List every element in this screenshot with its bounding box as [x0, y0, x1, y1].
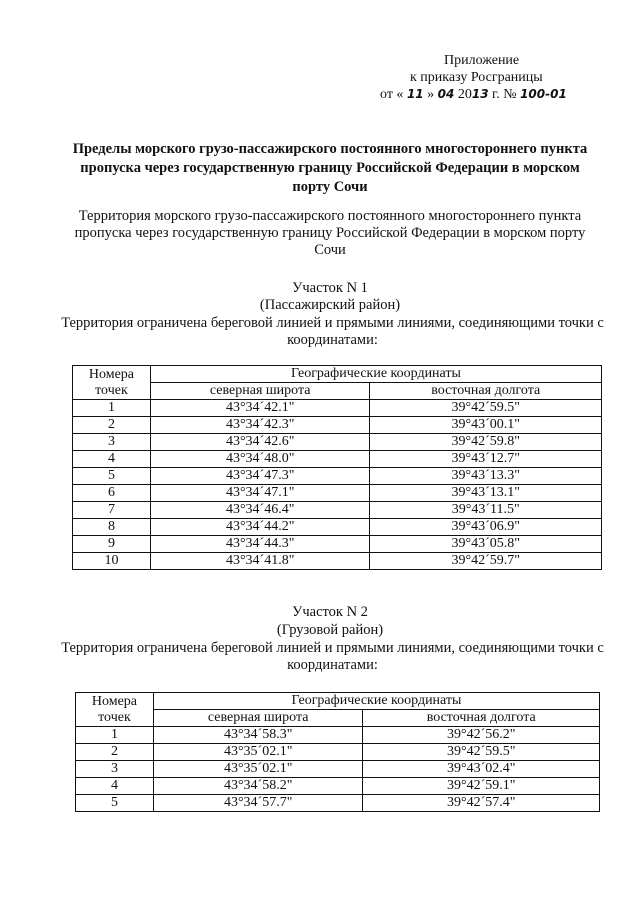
latitude-cell: 43°34´42.6": [150, 434, 370, 451]
header-coords: Географические координаты: [153, 693, 599, 710]
appendix-block: [380, 52, 610, 103]
date-year-prefix: 20: [457, 87, 472, 102]
longitude-cell: 39°42´59.7": [370, 553, 602, 570]
document-title: Пределы морского грузо-пассажирского постоянного многостороннего пункта пропуска через государственную границу Российской Федерации в морском порту Сочи: [72, 141, 588, 195]
point-number-cell: 10: [73, 553, 151, 570]
longitude-cell: 39°42´59.8": [370, 434, 602, 451]
section1-description: Территория ограничена береговой линией и прямыми линиями, соединяющими точки с координатами:: [61, 315, 604, 348]
table-row: [73, 434, 602, 451]
point-number-cell: 6: [73, 485, 151, 502]
latitude-cell: 43°34´47.3": [150, 468, 370, 485]
table-row: [73, 400, 602, 417]
table-row: [76, 778, 600, 795]
header-longitude: восточная долгота: [370, 383, 602, 400]
latitude-cell: 43°34´41.8": [150, 553, 370, 570]
table-row: [73, 536, 602, 553]
point-number-cell: 7: [73, 502, 151, 519]
latitude-cell: 43°34´57.7": [153, 795, 363, 812]
latitude-cell: 43°34´42.1": [150, 400, 370, 417]
longitude-cell: 39°42´59.1": [363, 778, 600, 795]
document-subtitle: Территория морского грузо-пассажирского постоянного многостороннего пункта пропуска через государственную границу Российской Федерации в морском порту Сочи: [74, 208, 586, 258]
latitude-cell: 43°34´44.3": [150, 536, 370, 553]
date-month: 04: [437, 87, 455, 101]
table-row: [73, 417, 602, 434]
latitude-cell: 43°35´02.1": [153, 744, 363, 761]
point-number-cell: 5: [73, 468, 151, 485]
header-coords: Географические координаты: [150, 366, 601, 383]
longitude-cell: 39°42´57.4": [363, 795, 600, 812]
point-number-cell: 3: [73, 434, 151, 451]
appendix-label: Приложение: [444, 53, 520, 68]
point-number-cell: 9: [73, 536, 151, 553]
date-quote-close: »: [427, 87, 435, 102]
header-points: Номера точек: [76, 693, 154, 727]
table-row: [76, 795, 600, 812]
table-row: [73, 502, 602, 519]
longitude-cell: 39°43´05.8": [370, 536, 602, 553]
section1-heading: Участок N 1: [292, 280, 368, 296]
longitude-cell: 39°43´13.1": [370, 485, 602, 502]
coordinates-table-2: [75, 692, 600, 812]
appendix-date-line: [380, 86, 610, 103]
latitude-cell: 43°34´42.3": [150, 417, 370, 434]
date-day: 11: [406, 87, 424, 101]
point-number-cell: 1: [76, 727, 154, 744]
point-number-cell: 2: [73, 417, 151, 434]
table-row: [73, 468, 602, 485]
table-row: [73, 451, 602, 468]
appendix-order-ref: к приказу Росграницы: [410, 70, 543, 85]
latitude-cell: 43°34´46.4": [150, 502, 370, 519]
point-number-cell: 4: [76, 778, 154, 795]
point-number-cell: 4: [73, 451, 151, 468]
longitude-cell: 39°42´56.2": [363, 727, 600, 744]
longitude-cell: 39°43´13.3": [370, 468, 602, 485]
header-longitude: восточная долгота: [363, 710, 600, 727]
section2-description: Территория ограничена береговой линией и прямыми линиями, соединяющими точки с координатами:: [61, 640, 604, 673]
date-year-suffix: 13: [471, 87, 489, 101]
order-number-label: г. №: [492, 87, 517, 102]
section2-district: (Грузовой район): [276, 622, 384, 638]
table-row: [76, 727, 600, 744]
point-number-cell: 1: [73, 400, 151, 417]
order-number: 100-01: [520, 87, 567, 101]
latitude-cell: 43°35´02.1": [153, 761, 363, 778]
table-row: [73, 519, 602, 536]
point-number-cell: 2: [76, 744, 154, 761]
header-latitude: северная широта: [153, 710, 363, 727]
coordinates-table-1: [72, 365, 602, 570]
section2-heading: Участок N 2: [292, 604, 368, 620]
table-row: [76, 761, 600, 778]
latitude-cell: 43°34´48.0": [150, 451, 370, 468]
latitude-cell: 43°34´47.1": [150, 485, 370, 502]
point-number-cell: 8: [73, 519, 151, 536]
header-latitude: северная широта: [150, 383, 370, 400]
longitude-cell: 39°42´59.5": [370, 400, 602, 417]
header-points: Номера точек: [73, 366, 151, 400]
longitude-cell: 39°43´06.9": [370, 519, 602, 536]
longitude-cell: 39°42´59.5": [363, 744, 600, 761]
point-number-cell: 3: [76, 761, 154, 778]
date-from-label: от «: [380, 87, 404, 102]
latitude-cell: 43°34´58.2": [153, 778, 363, 795]
point-number-cell: 5: [76, 795, 154, 812]
longitude-cell: 39°43´02.4": [363, 761, 600, 778]
table-row: [76, 744, 600, 761]
longitude-cell: 39°43´12.7": [370, 451, 602, 468]
table-row: [73, 485, 602, 502]
longitude-cell: 39°43´11.5": [370, 502, 602, 519]
longitude-cell: 39°43´00.1": [370, 417, 602, 434]
latitude-cell: 43°34´44.2": [150, 519, 370, 536]
latitude-cell: 43°34´58.3": [153, 727, 363, 744]
section1-district: (Пассажирский район): [259, 297, 401, 313]
table-row: [73, 553, 602, 570]
